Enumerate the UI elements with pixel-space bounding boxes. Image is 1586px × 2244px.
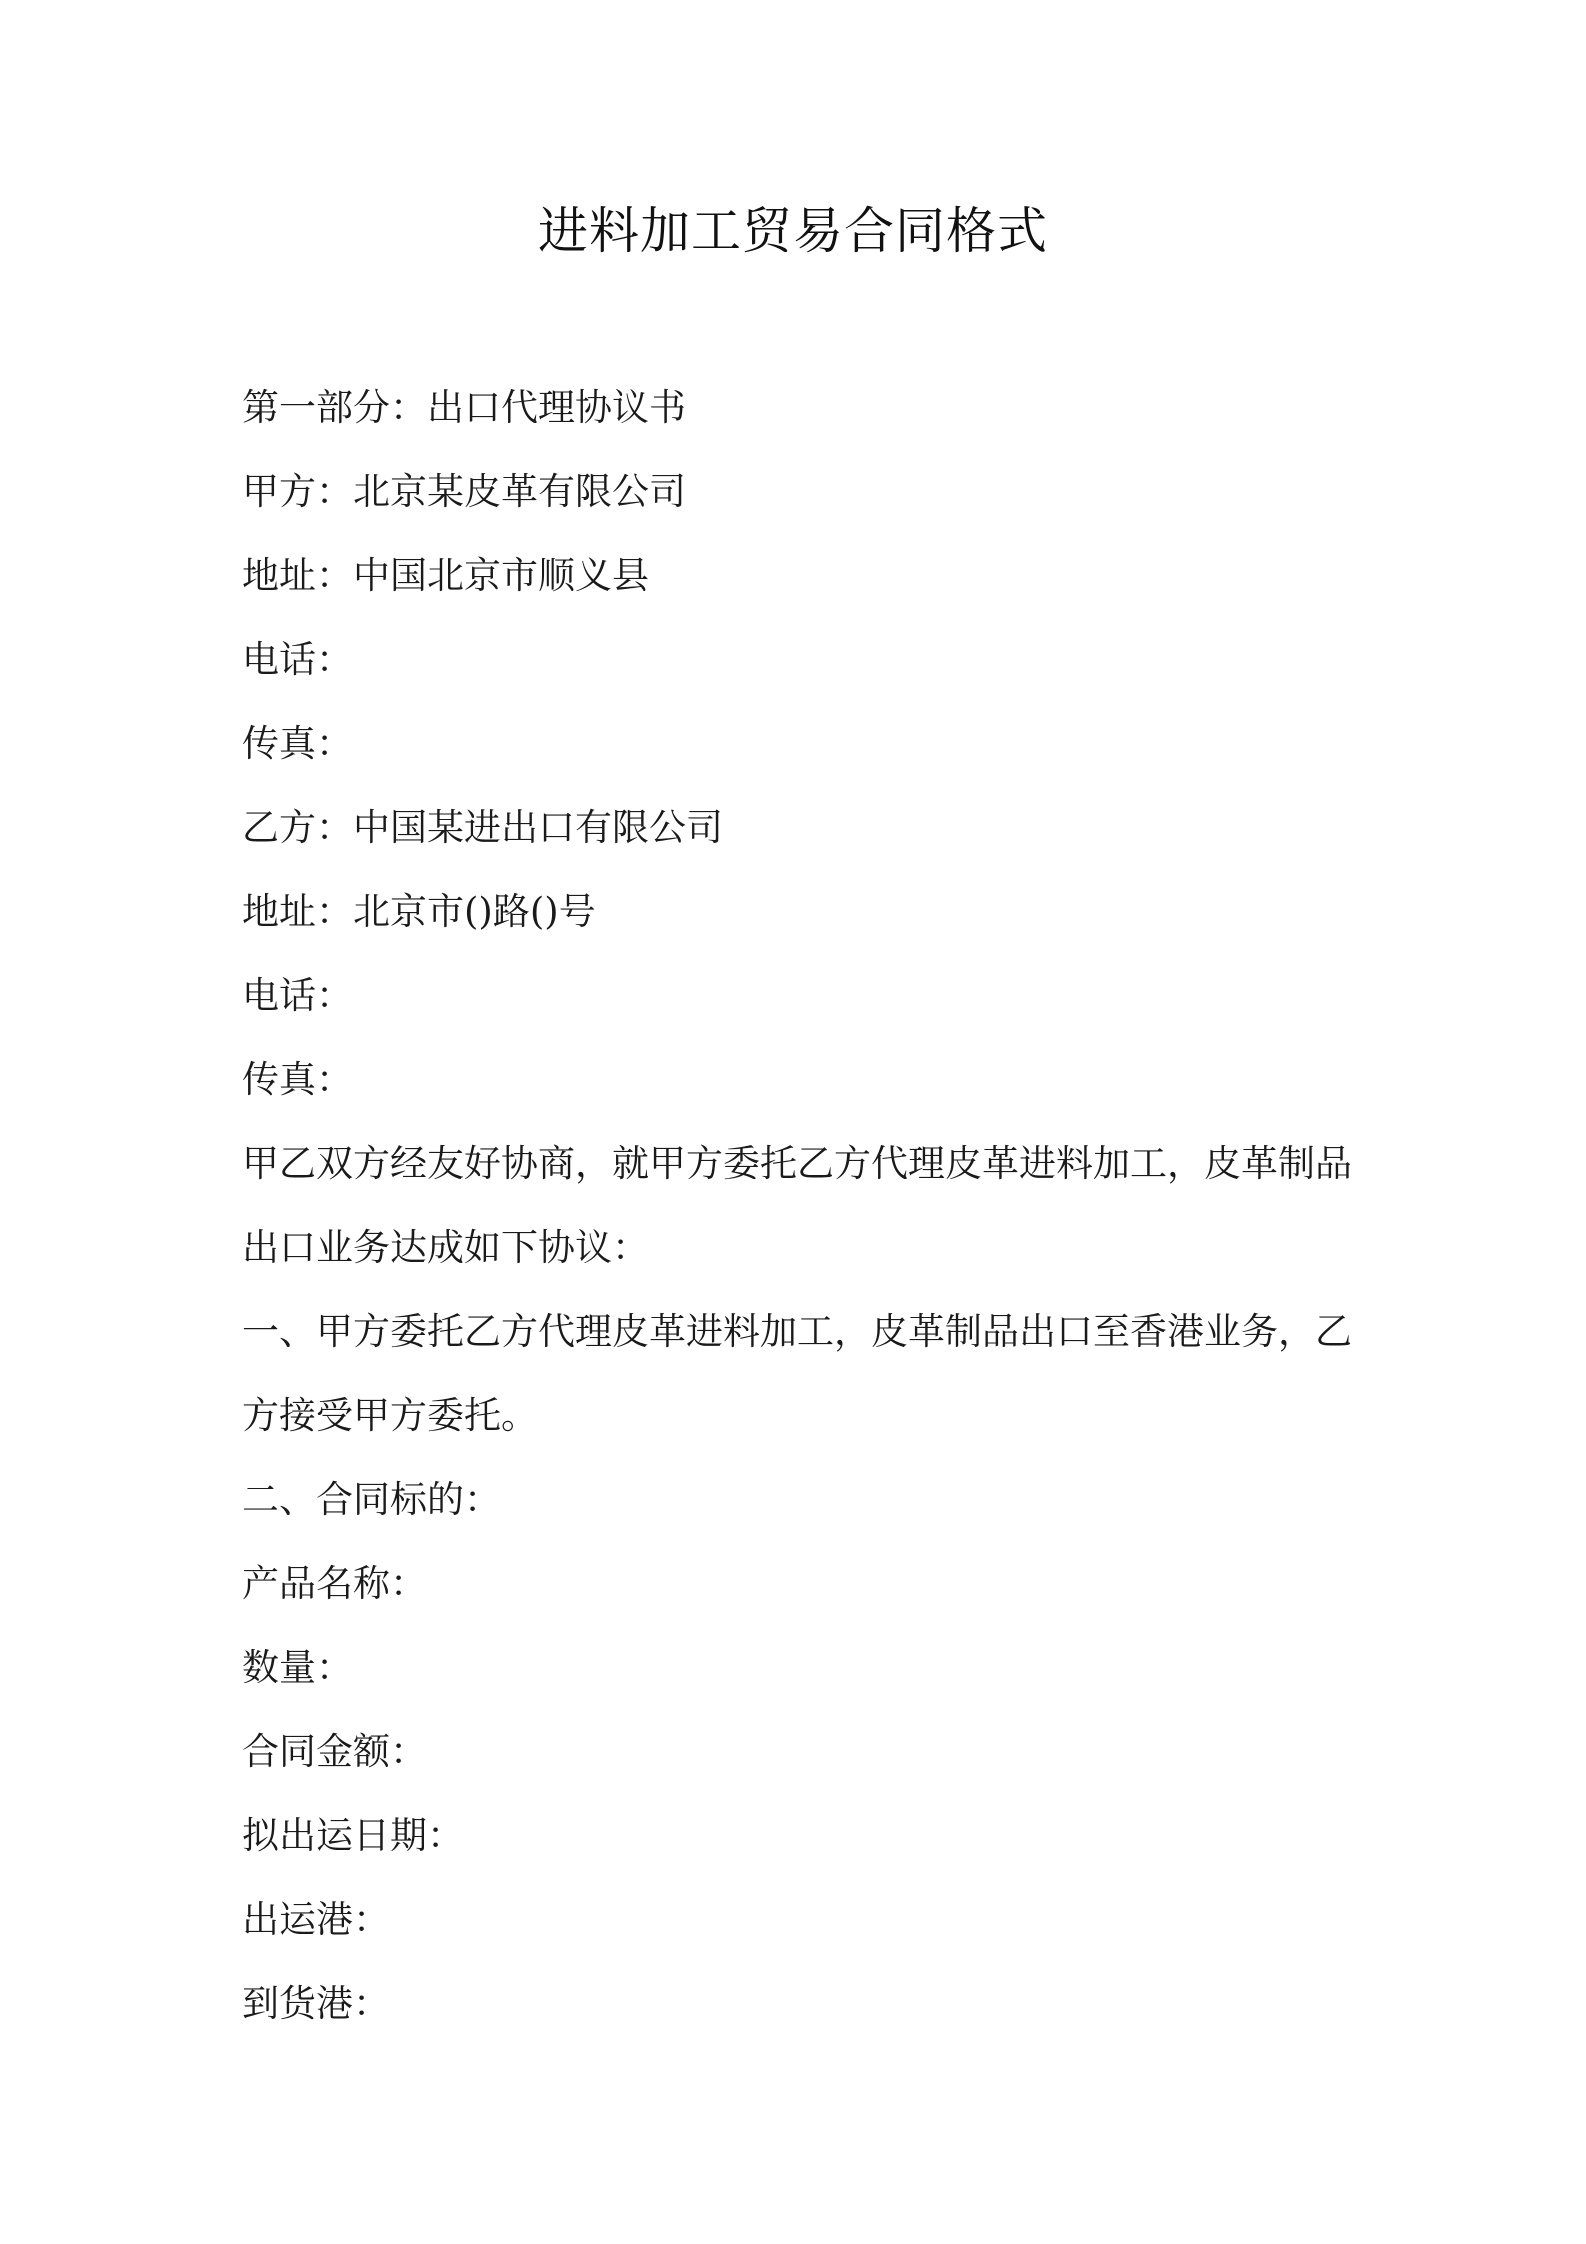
party-a-fax: 传真： bbox=[242, 722, 353, 765]
clause-one-line-1: 一、甲方委托乙方代理皮革进料加工，皮革制品出口至香港业务，乙 bbox=[242, 1310, 1352, 1353]
party-b-phone: 电话： bbox=[242, 974, 353, 1017]
port-of-destination-field: 到货港： bbox=[242, 1982, 390, 2025]
clause-one-line-2: 方接受甲方委托。 bbox=[242, 1394, 538, 1437]
product-name-field: 产品名称： bbox=[242, 1562, 427, 1605]
document-title: 进料加工贸易合同格式 bbox=[538, 202, 1048, 260]
party-b-fax: 传真： bbox=[242, 1058, 353, 1101]
quantity-field: 数量： bbox=[242, 1646, 353, 1689]
port-of-loading-field: 出运港： bbox=[242, 1898, 390, 1941]
clause-two-heading: 二、合同标的： bbox=[242, 1478, 501, 1521]
document-body bbox=[242, 366, 1352, 2046]
shipment-date-field: 拟出运日期： bbox=[242, 1814, 464, 1857]
party-a-address: 地址：中国北京市顺义县 bbox=[242, 554, 649, 597]
preamble-line-2: 出口业务达成如下协议： bbox=[242, 1226, 649, 1269]
preamble-line-1: 甲乙双方经友好协商，就甲方委托乙方代理皮革进料加工，皮革制品 bbox=[242, 1142, 1352, 1185]
section-heading-part-one: 第一部分：出口代理协议书 bbox=[242, 386, 686, 429]
contract-amount-field: 合同金额： bbox=[242, 1730, 427, 1773]
party-b-address: 地址：北京市()路()号 bbox=[242, 890, 596, 933]
party-a-phone: 电话： bbox=[242, 638, 353, 681]
party-b-name: 乙方：中国某进出口有限公司 bbox=[242, 806, 723, 849]
party-a-name: 甲方：北京某皮革有限公司 bbox=[242, 470, 686, 513]
